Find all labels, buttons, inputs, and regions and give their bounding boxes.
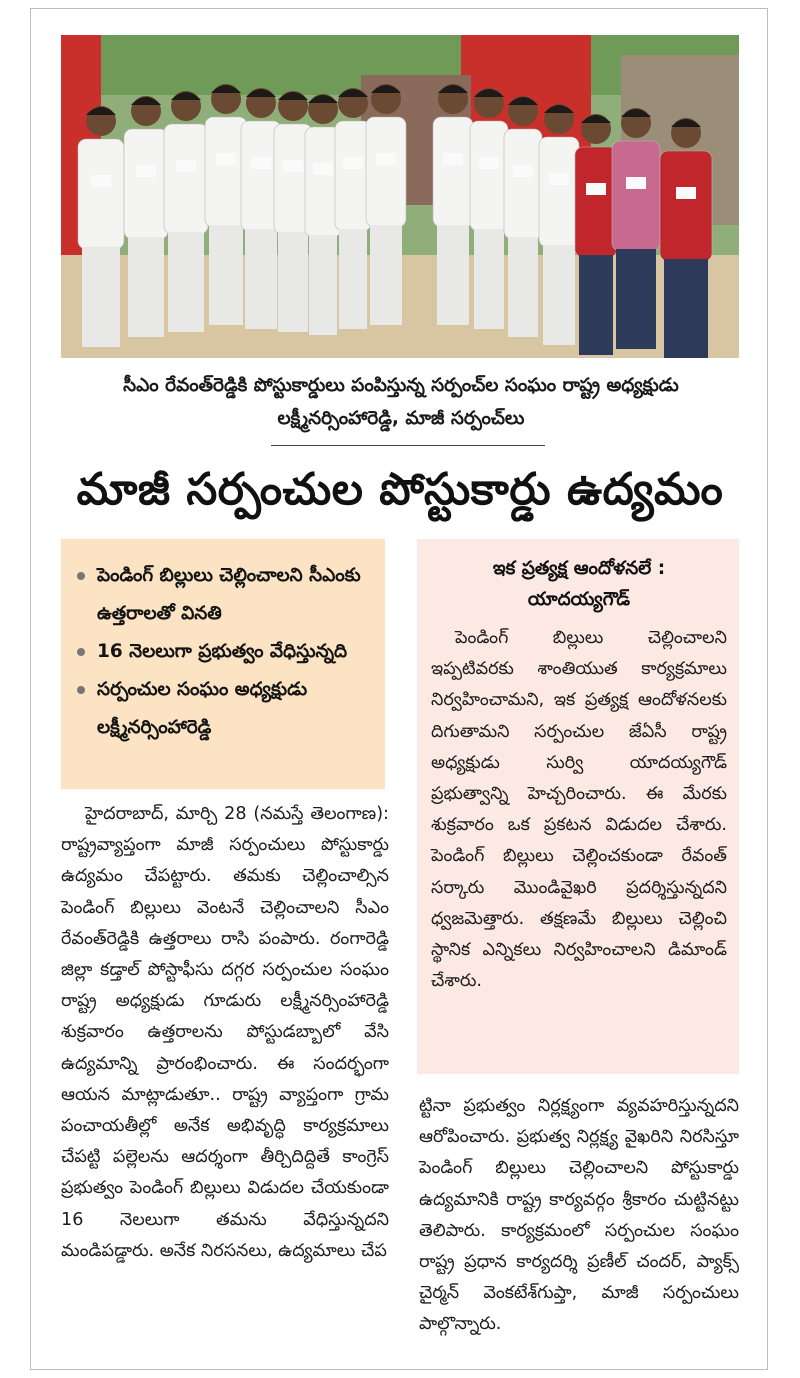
newspaper-clipping — [30, 8, 768, 1370]
postcard — [549, 173, 569, 185]
person-trousers — [579, 255, 613, 355]
person-trousers — [508, 237, 538, 337]
person-shirt — [575, 147, 617, 257]
postcard — [443, 153, 463, 165]
highlight-item — [75, 633, 371, 671]
bullet-icon — [77, 572, 85, 580]
person-trousers — [245, 229, 277, 329]
article-column-right — [419, 1091, 739, 1341]
person-trousers — [474, 229, 504, 329]
person-trousers — [128, 237, 164, 337]
sidebar-heading-1: ఇక ప్రత్యక్ష ఆందోళనలే : — [492, 558, 666, 579]
article-text-left: హైదరాబాద్‌, మార్చి 28 (నమస్తే తెలంగాణ): రాష్ట్రవ్యాప్తంగా మాజీ సర్పంచులు పోస్టుకార్డు ఉద్యమం చేపట్టారు. తమకు చెల్లించాల్సిన పెండింగ్‌ బిల్లులు వెంటనే చెల్లించాలని సీఎం రేవంత్‌రెడ్డికి ఉత్తరాలు రాసి పంపారు. రంగారెడ్డి జిల్లా కడ్తాల్‌ పోస్టాఫీసు దగ్గర సర్పంచుల సంఘం రాష్ట్ర అధ్యక్షుడు గూడురు లక్ష్మీనర్సింహారెడ్డి శుక్రవారం ఉత్తరాలను పోస్టుడబ్బాలో వేసి ఉద్యమాన్ని ప్రారంభించారు. ఈ సందర్భంగా ఆయన మాట్లాడుతూ.. రాష్ట్ర వ్యాప్తంగా గ్రామ పంచాయతీల్లో అనేక అభివృద్ధి కార్యక్రమాలు చేపట్టి పల్లెలను ఆదర్శంగా తీర్చిదిద్దితే కాంగ్రెస్‌ ప్రభుత్వం పెండింగ్‌ బిల్లులు విడుదల చేయకుండా 16 నెలలుగా తమను వేధిస్తున్నదని మండిపడ్డారు. అనేక నిరసనలు, ఉద్యమాలు చేప — [61, 804, 389, 1261]
highlight-text: 16 నెలలుగా ప్రభుత్వం వేధిస్తున్నది — [97, 641, 348, 662]
person-shirt — [78, 139, 124, 249]
person-shirt — [433, 117, 473, 227]
highlight-item — [75, 671, 371, 747]
person-trousers — [616, 249, 656, 349]
person-trousers — [339, 229, 367, 329]
group-photo-illustration — [61, 35, 739, 358]
sidebar-body: పెండింగ్‌ బిల్లులు చెల్లించాలని ఇప్పటివరకు శాంతియుత కార్యక్రమాలు నిర్వహించామని, ఇక ప్రత్యక్ష ఆందోళనలకు దిగుతామని సర్పంచుల జేఏసీ రాష్ట్ర అధ్యక్షుడు సుర్వి యాదయ్యగౌడ్‌ ప్రభుత్వాన్ని హెచ్చరించారు. ఈ మేరకు శుక్రవారం ఒక ప్రకటన విడుదల చేశారు. పెండింగ్‌ బిల్లులు చెల్లించకుండా రేవంత్‌ సర్కారు మొండివైఖరి ప్రదర్శిస్తున్నదని ధ్వజమెత్తారు. తక్షణమే బిల్లులు చెల్లించి స్థానిక ఎన్నికలు నిర్వహించాలని డిమాండ్‌ చేశారు. — [431, 628, 727, 992]
postcard — [91, 175, 111, 187]
person-trousers — [278, 232, 308, 332]
person-shirt — [335, 121, 371, 231]
postcard — [513, 165, 533, 177]
postcard — [676, 187, 696, 199]
postcard — [626, 177, 646, 189]
postcard — [313, 163, 333, 175]
postcard — [216, 153, 236, 165]
person-trousers — [664, 259, 708, 358]
bullet-icon — [77, 648, 85, 656]
postcard — [479, 157, 499, 169]
postcard — [176, 160, 196, 172]
highlight-text: సర్పంచుల సంఘం అధ్యక్షుడు లక్ష్మీనర్సింహారెడ్డి — [97, 679, 308, 738]
postcard — [136, 165, 156, 177]
person-trousers — [209, 225, 243, 325]
person-trousers — [309, 235, 337, 335]
person-trousers — [437, 225, 469, 325]
bullet-icon — [77, 686, 85, 694]
postcard — [283, 160, 303, 172]
person-shirt — [366, 117, 406, 227]
highlight-item — [75, 557, 371, 633]
postcard — [376, 153, 396, 165]
highlights-box — [61, 539, 385, 789]
sidebar-heading-2: యాదయ్యగౌడ్‌ — [527, 589, 631, 610]
person-shirt — [660, 151, 712, 261]
caption-divider — [271, 445, 545, 446]
news-photo — [61, 35, 739, 358]
article-text-right: ట్టినా ప్రభుత్వం నిర్లక్ష్యంగా వ్యవహరిస్తున్నదని ఆరోపించారు. ప్రభుత్వ నిర్లక్ష్య వైఖరిని నిరసిస్తూ పెండింగ్‌ బిల్లులు చెల్లించాలని పోస్టుకార్డు ఉద్యమానికి రాష్ట్ర కార్యవర్గం శ్రీకారం చుట్టినట్టు తెలిపారు. కార్యక్రమంలో సర్పంచుల సంఘం రాష్ట్ర ప్రధాన కార్యదర్శి ప్రణీల్‌ చందర్‌, ప్యాక్స్‌ చైర్మన్‌ వెంకటేశ్‌గుప్తా, మాజీ సర్పంచులు పాల్గొన్నారు. — [419, 1096, 739, 1335]
person-shirt — [470, 121, 508, 231]
caption-line-1: సీఎం రేవంత్‌రెడ్డికి పోస్టుకార్డులు పంపిస్తున్న సర్పంచ్‌ల సంఘం రాష్ట్ర అధ్యక్షుడు — [123, 375, 679, 396]
person-shirt — [539, 137, 579, 247]
person-shirt — [504, 129, 542, 239]
caption-line-2: లక్ష్మీనర్సింహారెడ్డి, మాజీ సర్పంచ్‌లు — [277, 408, 525, 429]
postcard — [251, 157, 271, 169]
person-trousers — [370, 225, 402, 325]
headline: మాజీ సర్పంచుల పోస్టుకార్డు ఉద్యమం — [76, 464, 724, 515]
person-shirt — [124, 129, 168, 239]
photo-caption — [67, 369, 735, 435]
postcard — [343, 157, 363, 169]
postcard — [586, 183, 606, 195]
person-shirt — [612, 141, 660, 251]
person-trousers — [82, 247, 120, 347]
sidebar-box — [417, 539, 739, 1074]
highlight-text: పెండింగ్‌ బిల్లులు చెల్లించాలని సీఎంకు ఉత్తరాలతో వినతి — [97, 565, 361, 624]
person-shirt — [164, 124, 208, 234]
article-column-left — [61, 799, 389, 1267]
person-trousers — [168, 232, 204, 332]
person-trousers — [543, 245, 575, 345]
